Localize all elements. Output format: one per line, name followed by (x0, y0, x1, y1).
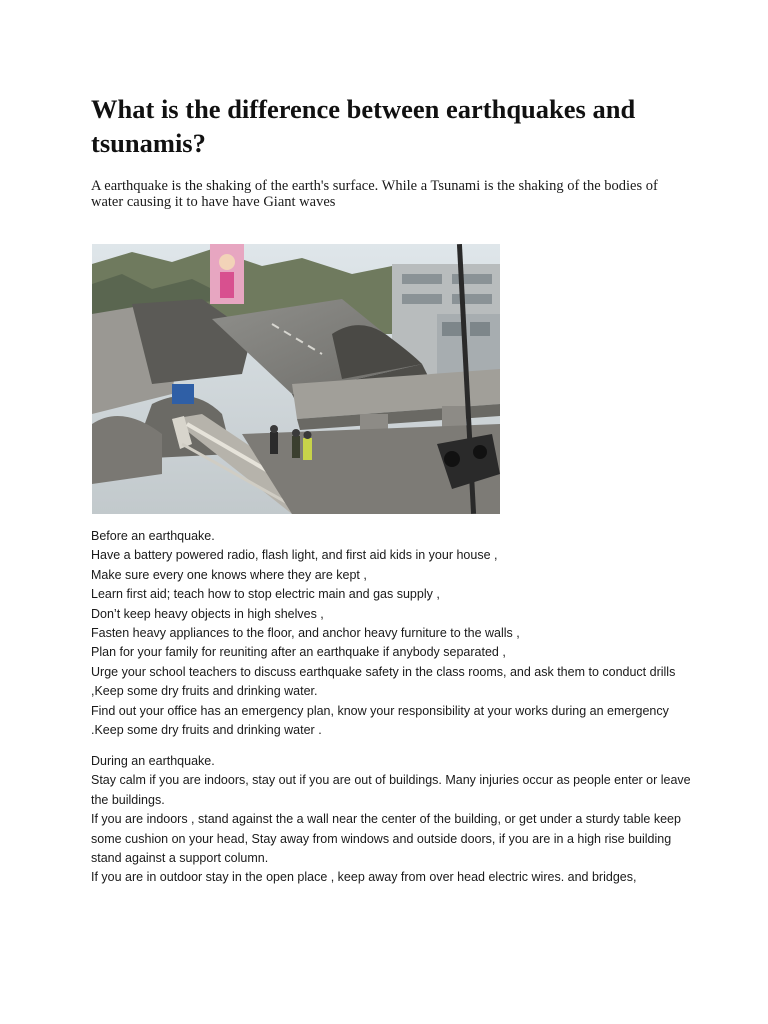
section-heading: During an earthquake. (91, 754, 215, 768)
list-item: Fasten heavy appliances to the floor, and anchor heavy furniture to the walls , (91, 626, 520, 641)
list-item: Make sure every one knows where they are kept , (91, 567, 367, 582)
list-item: Stay calm if you are indoors, stay out if you are out of buildings. Many injuries occur as people enter or leave the buildings. (91, 773, 691, 807)
list-item: If you are indoors , stand against the a wall near the center of the building, or get under a sturdy table keep some cushion on your head, Stay away from windows and outside doors, if you are in a high rise building stand against a support column. (91, 812, 681, 866)
collapsed-overpass-photo (92, 244, 500, 514)
intro-paragraph: A earthquake is the shaking of the earth's surface. While a Tsunami is the shaking of the bodies of water causing it to have have Giant waves (91, 178, 658, 210)
list-item: Find out your office has an emergency plan, know your responsibility at your works during an emergency .Keep some dry fruits and drinking water . (91, 703, 669, 738)
list-item: Have a battery powered radio, flash light, and first aid kids in your house , (91, 548, 498, 563)
list-item: Don’t keep heavy objects in high shelves , (91, 606, 324, 621)
section-heading: Before an earthquake. (91, 529, 215, 543)
list-item: Plan for your family for reuniting after an earthquake if anybody separated , (91, 645, 506, 660)
before-earthquake-section (91, 527, 691, 740)
photo-illustration (92, 244, 500, 514)
list-item: Urge your school teachers to discuss earthquake safety in the class rooms, and ask them to conduct drills ,Keep some dry fruits and drinking water. (91, 664, 676, 699)
page-title: What is the difference between earthquakes and tsunamis? (91, 94, 636, 158)
list-item: If you are in outdoor stay in the open place , keep away from over head electric wires. and bridges, (91, 870, 637, 885)
list-item: Learn first aid; teach how to stop electric main and gas supply , (91, 587, 440, 602)
during-earthquake-section (91, 752, 691, 888)
